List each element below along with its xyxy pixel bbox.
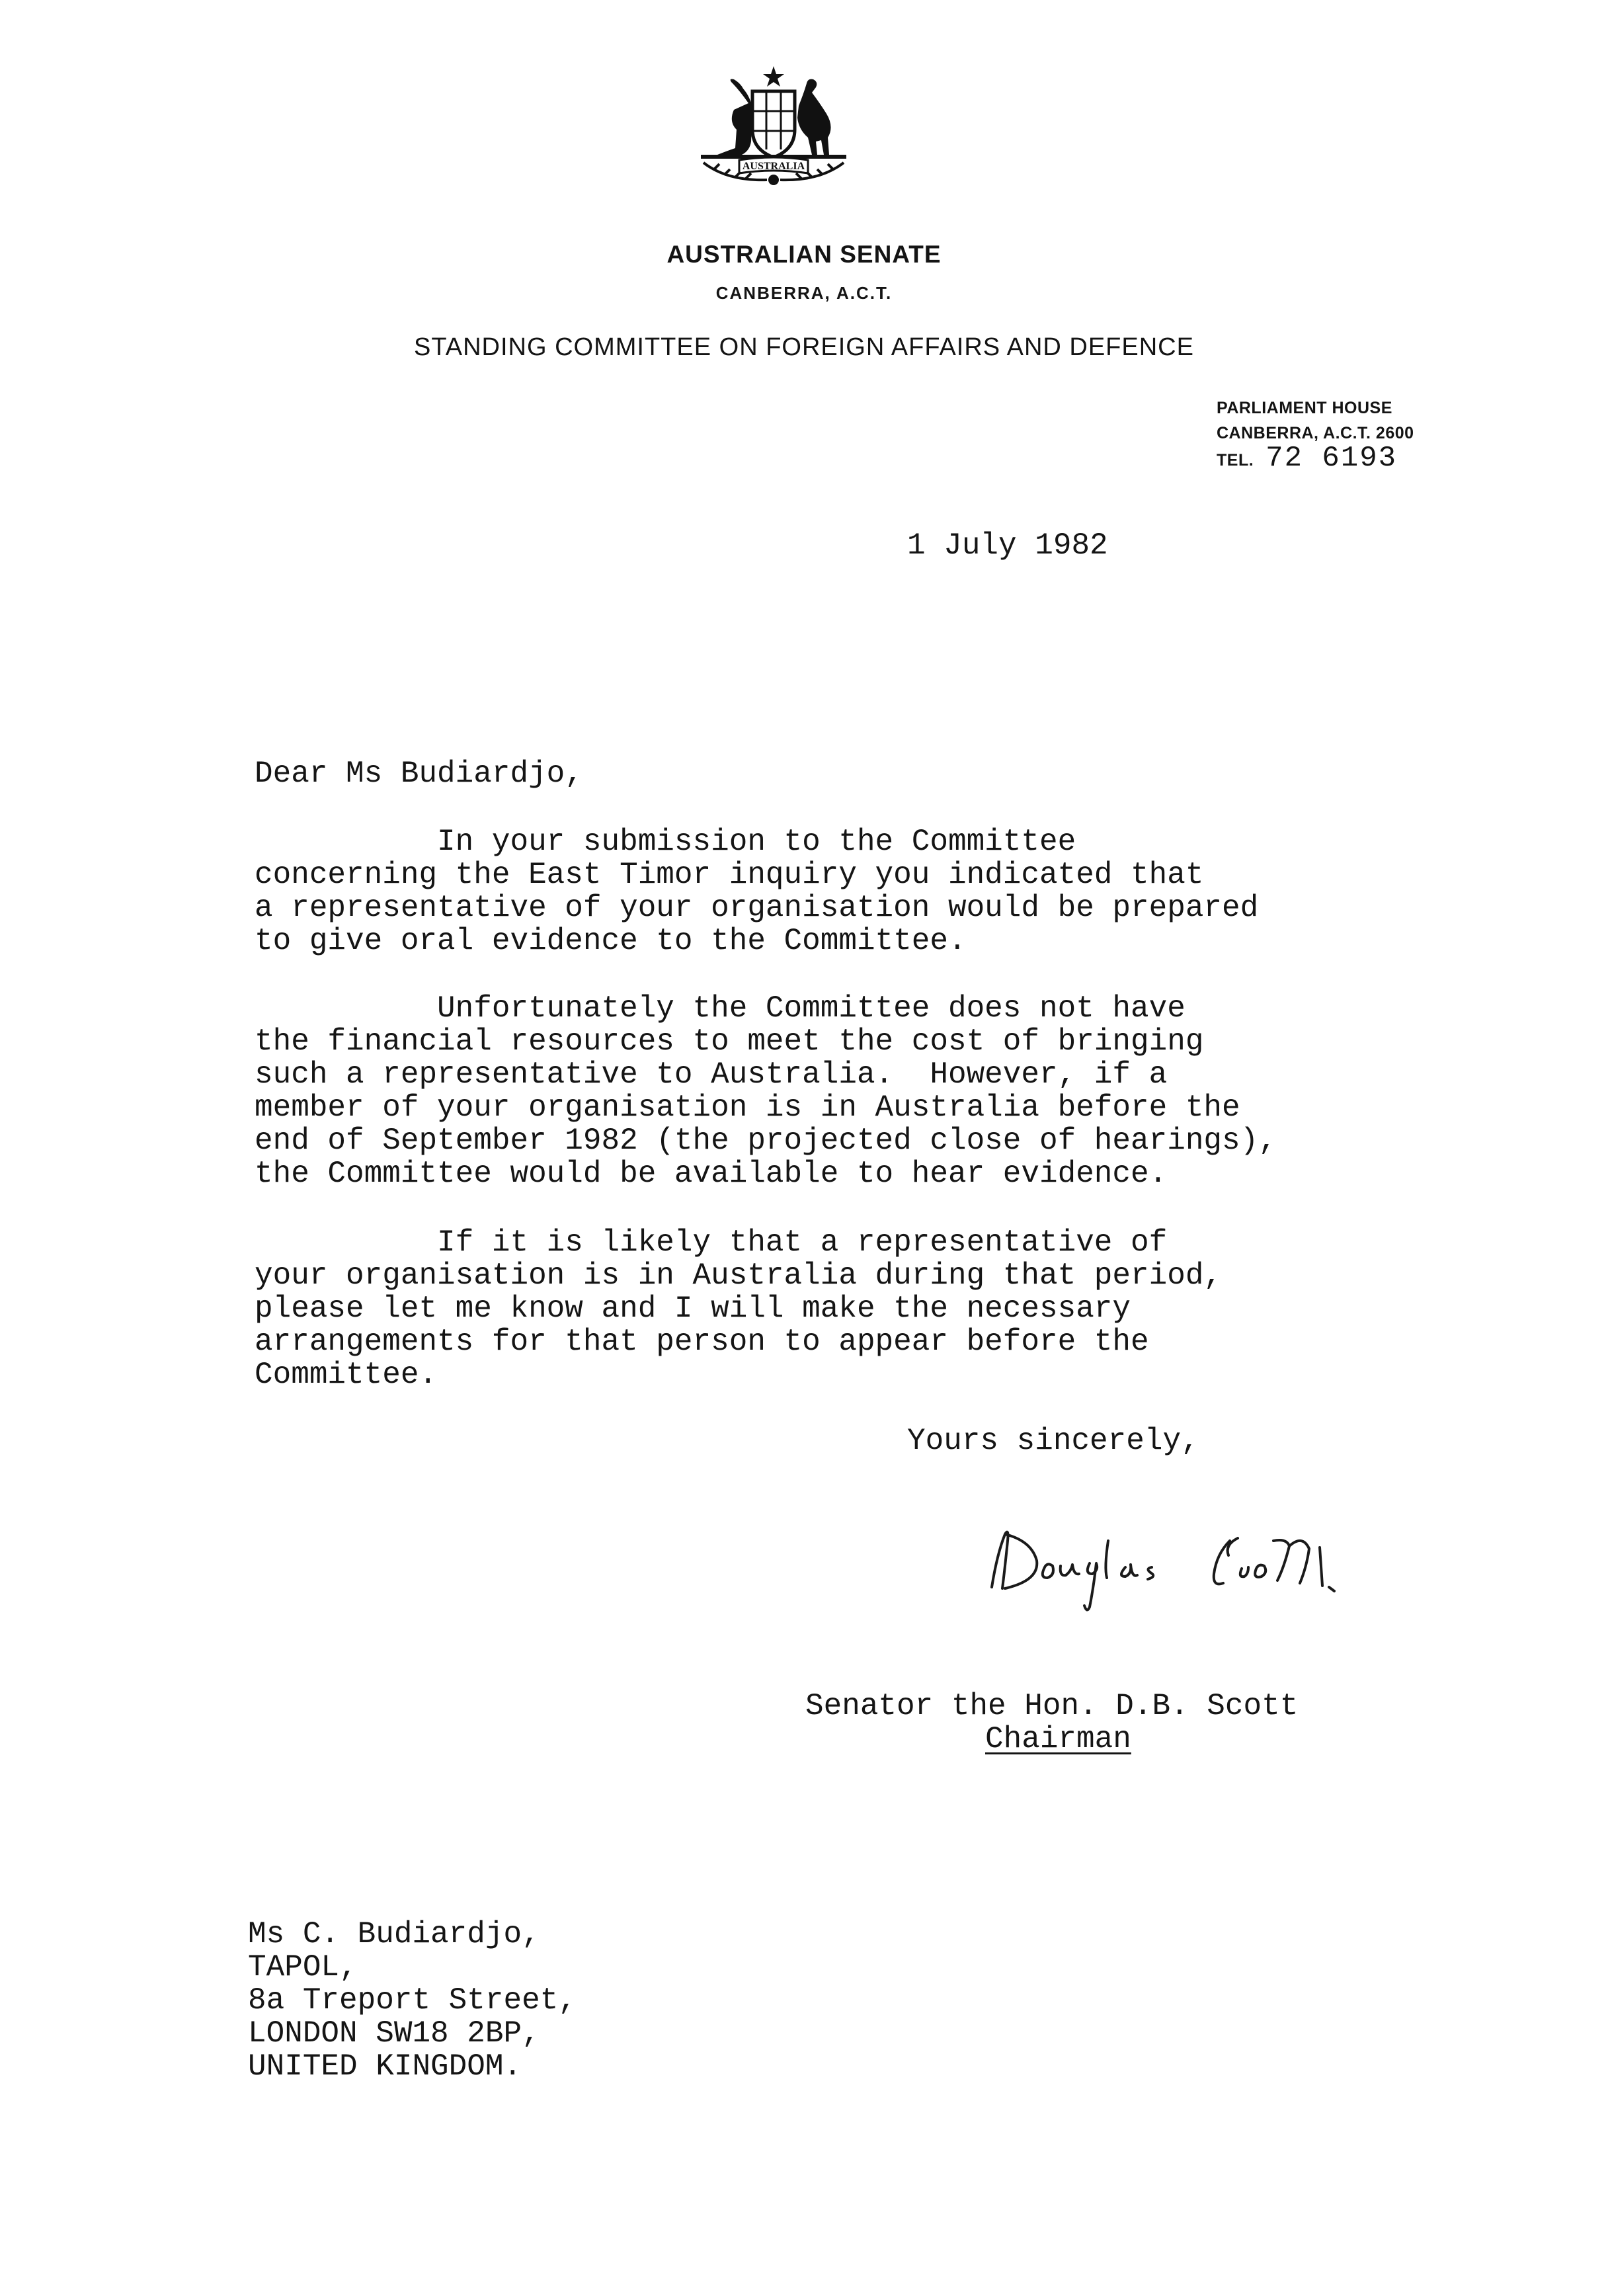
closing: Yours sincerely, — [907, 1424, 1199, 1458]
letterhead-address — [1217, 395, 1414, 473]
signer-name: Senator the Hon. D.B. Scott — [805, 1689, 1299, 1723]
recipient-address: Ms C. Budiardjo, TAPOL, 8a Treport Street, LONDON SW18 2BP, UNITED KINGDOM. — [248, 1917, 577, 2084]
address-line-1: PARLIAMENT HOUSE — [1217, 399, 1392, 417]
tel-number: 72 6193 — [1266, 442, 1398, 475]
salutation: Dear Ms Budiardjo, — [255, 757, 583, 791]
signer-title: Chairman — [985, 1722, 1131, 1756]
tel-label: TEL. — [1217, 451, 1254, 470]
svg-text:AUSTRALIA: AUSTRALIA — [742, 161, 805, 172]
letterhead-title: AUSTRALIAN SENATE — [666, 241, 942, 268]
signature — [979, 1514, 1388, 1620]
letterhead-committee: STANDING COMMITTEE ON FOREIGN AFFAIRS AND DEFENCE — [414, 333, 1194, 361]
paragraph-1: In your submission to the Committee concerning the East Timor inquiry you indicated that a representative of your organisation would be prepared to give oral evidence to the Committee. — [255, 825, 1259, 958]
paragraph-2: Unfortunately the Committee does not have the financial resources to meet the cost of bringing such a representative to Australia. However, if a member of your organisation is in Australia before the end of September 1982 (the projected close of hearings), the Committee would be available to hear evidence. — [255, 991, 1277, 1191]
coat-of-arms-icon — [688, 63, 860, 189]
address-line-2: CANBERRA, A.C.T. 2600 — [1217, 424, 1414, 442]
letterhead-city: CANBERRA, A.C.T. — [715, 283, 893, 303]
letter-date: 1 July 1982 — [907, 528, 1108, 563]
paragraph-3: If it is likely that a representative of your organisation is in Australia during that period, please let me know and I will make the necessary arrangements for that person to appear before the Committee. — [255, 1225, 1223, 1392]
telephone — [1217, 442, 1414, 475]
